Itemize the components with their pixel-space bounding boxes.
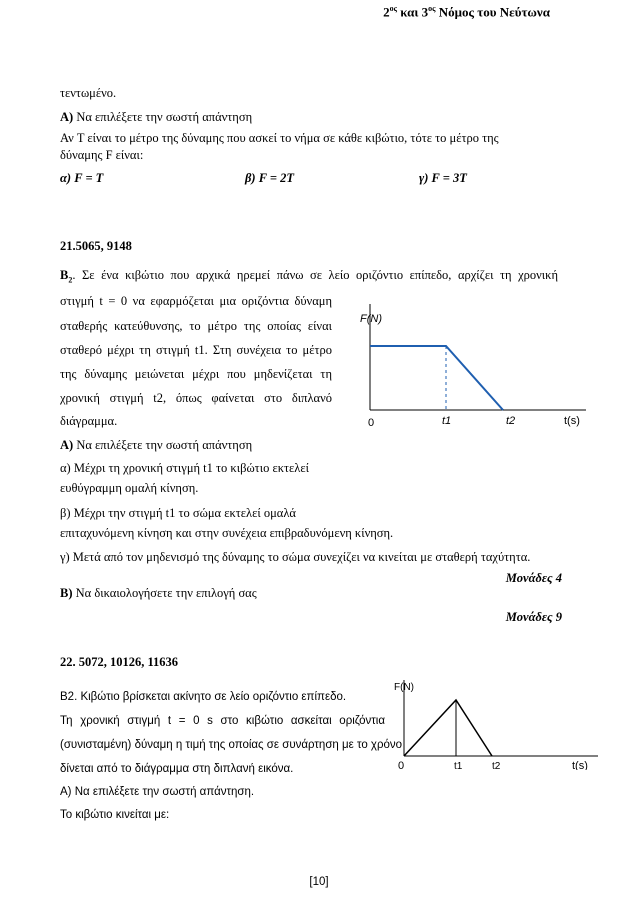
problem-line: χρονική στιγμή t2, όπως φαίνεται στο διπλανό xyxy=(60,391,332,405)
option-alpha: α) F = T xyxy=(60,171,104,185)
question-a xyxy=(60,437,252,453)
problem-line: σταθερό μέχρι τη στιγμή t1. Στη συνέχεια το μέτρο xyxy=(60,343,332,357)
y-axis-label: F(N) xyxy=(394,682,414,693)
question-line: δύναμης F είναι: xyxy=(60,148,144,162)
header-text: και 3 xyxy=(397,4,429,20)
question-b xyxy=(60,585,257,601)
t1-label: t1 xyxy=(454,761,463,770)
problem-line: δίνεται από το διάγραμμα στη διπλανή εικόνα. xyxy=(60,763,294,775)
header-text: Νόμος του Νεύτωνα xyxy=(435,4,550,20)
problem-line: Το κιβώτιο κινείται με: xyxy=(60,809,170,821)
x-axis-label: t(s) xyxy=(564,415,580,427)
section-title: 21.5065, 9148 xyxy=(60,239,132,253)
problem-line: Α) Να επιλέξετε την σωστή απάντηση. xyxy=(60,786,255,798)
option-beta: β) F = 2T xyxy=(245,171,295,185)
origin-label: 0 xyxy=(368,417,375,429)
question-text: Να δικαιολογήσετε την επιλογή σας xyxy=(72,586,257,600)
x-axis-label: t(s) xyxy=(572,760,588,770)
problem-line: σταθερής κατεύθυνσης, το μέτρο της οποίας είναι xyxy=(60,319,332,333)
force-curve xyxy=(370,346,503,410)
question-text: Να επιλέξετε την σωστή απάντηση xyxy=(73,110,253,124)
problem-line: Τη χρονική στιγμή t = 0 s στο κιβώτιο ασκείται οριζόντια xyxy=(60,715,385,727)
header-text: 2 xyxy=(383,4,390,20)
origin-label: 0 xyxy=(398,760,405,770)
option-alpha: α) Μέχρι τη χρονική στιγμή t1 το κιβώτιο εκτελεί xyxy=(60,461,309,475)
question-text: Να επιλέξετε την σωστή απάντηση xyxy=(73,438,253,452)
problem-line: B2. Κιβώτιο βρίσκεται ακίνητο σε λείο οριζόντιο επίπεδο. xyxy=(60,691,347,703)
force-time-graph-1 xyxy=(350,300,590,432)
header-sup: ος xyxy=(389,4,397,13)
label-sub: 2 xyxy=(68,275,73,285)
option-gamma: γ) Μετά από τον μηδενισμό της δύναμης το σώμα συνεχίζει να κινείται με σταθερή ταχύτητα. xyxy=(60,550,531,564)
force-curve xyxy=(404,700,492,756)
problem-line xyxy=(60,267,558,289)
label-b: B) xyxy=(60,586,73,600)
y-axis-label: F(N) xyxy=(360,313,382,325)
t2-label: t2 xyxy=(492,761,501,770)
marks-9: Μονάδες 9 xyxy=(505,610,562,624)
problem-line: στιγμή t = 0 να εφαρμόζεται μια οριζόντια δύναμη xyxy=(60,294,332,308)
problem-line: διάγραμμα. xyxy=(60,414,118,428)
problem-line: της δύναμης μειώνεται μέχρι που μηδενίζεται τη xyxy=(60,367,332,381)
problem-text: . Σε ένα κιβώτιο που αρχικά ηρεμεί πάνω σε λείο οριζόντιο επίπεδο, αρχίζει τη χρονική xyxy=(72,268,558,282)
force-time-graph-2 xyxy=(386,676,606,770)
t1-label: t1 xyxy=(442,415,452,427)
question-a xyxy=(60,109,252,125)
header-sup: ος xyxy=(428,4,436,13)
section-title: 22. 5072, 10126, 11636 xyxy=(60,655,179,669)
label-b: B xyxy=(60,268,69,282)
option-beta: β) Μέχρι την στιγμή t1 το σώμα εκτελεί ομαλά xyxy=(60,506,296,520)
page-header xyxy=(383,4,550,20)
option-beta-cont: επιταχυνόμενη κίνηση και στην συνέχεια επιβραδυνόμενη κίνηση. xyxy=(60,526,394,540)
question-line: Αν T είναι το μέτρο της δύναμης που ασκεί το νήμα σε κάθε κιβώτιο, τότε το μέτρο της xyxy=(60,131,499,145)
problem-line: (συνισταμένη) δύναμη η τιμή της οποίας σε συνάρτηση με το χρόνο xyxy=(60,739,403,751)
marks-4: Μονάδες 4 xyxy=(505,571,562,585)
label-a: A) xyxy=(60,438,74,452)
t2-label: t2 xyxy=(506,415,516,427)
continuation-text: τεντωμένο. xyxy=(60,86,117,100)
option-gamma: γ) F = 3T xyxy=(419,171,467,185)
option-alpha-cont: ευθύγραμμη ομαλή κίνηση. xyxy=(60,481,199,495)
label-a: A) xyxy=(60,110,74,124)
page-number: [10] xyxy=(309,876,329,888)
